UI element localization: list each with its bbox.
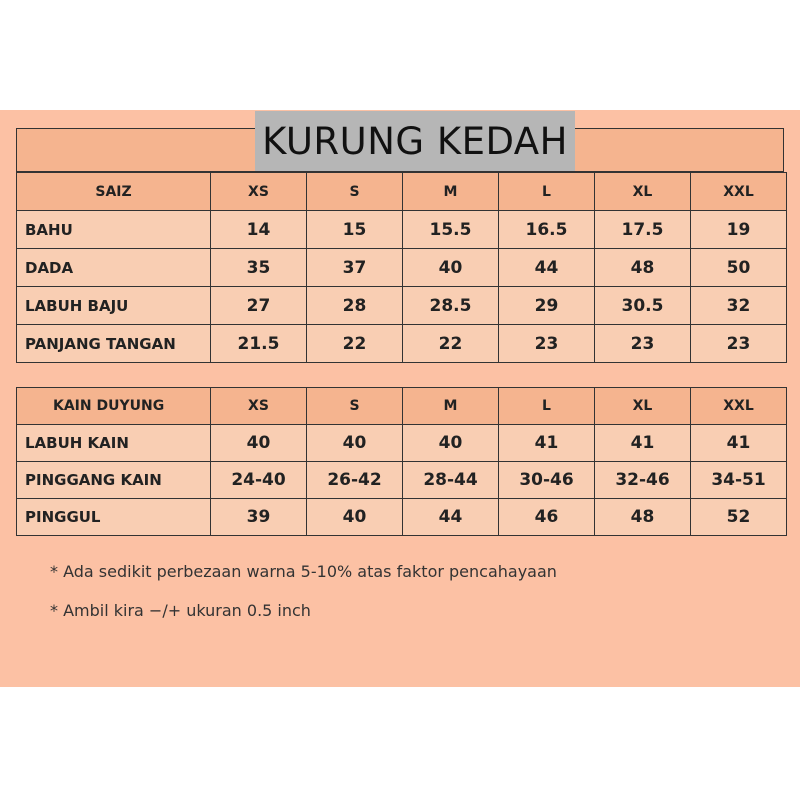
header-cell-l: L	[499, 173, 595, 211]
table-cell: 23	[691, 325, 787, 363]
table-cell: 21.5	[211, 325, 307, 363]
row-label: LABUH BAJU	[17, 287, 211, 325]
table-cell: 41	[499, 425, 595, 462]
table-cell: 23	[499, 325, 595, 363]
table-cell: 28.5	[403, 287, 499, 325]
table-cell: 40	[307, 499, 403, 536]
header-cell-m: M	[403, 388, 499, 425]
table-cell: 30.5	[595, 287, 691, 325]
table-cell: 14	[211, 211, 307, 249]
table-cell: 26-42	[307, 462, 403, 499]
table-cell: 35	[211, 249, 307, 287]
table-row	[17, 249, 787, 287]
table-cell: 30-46	[499, 462, 595, 499]
table-cell: 15	[307, 211, 403, 249]
header-cell-m: M	[403, 173, 499, 211]
table-cell: 41	[691, 425, 787, 462]
header-cell-xl: XL	[595, 173, 691, 211]
header-cell-xxl: XXL	[691, 173, 787, 211]
table-cell: 32-46	[595, 462, 691, 499]
row-label: BAHU	[17, 211, 211, 249]
table-cell: 28	[307, 287, 403, 325]
table-cell: 22	[403, 325, 499, 363]
table-cell: 28-44	[403, 462, 499, 499]
table-cell: 39	[211, 499, 307, 536]
table-cell: 24-40	[211, 462, 307, 499]
table-cell: 40	[403, 249, 499, 287]
table-cell: 50	[691, 249, 787, 287]
row-label: PINGGUL	[17, 499, 211, 536]
baju-size-table	[16, 172, 787, 363]
table-cell: 41	[595, 425, 691, 462]
header-cell-xxl: XXL	[691, 388, 787, 425]
kain-size-table	[16, 387, 787, 536]
table-cell: 29	[499, 287, 595, 325]
table-cell: 48	[595, 249, 691, 287]
note-measurement-tolerance: * Ambil kira −/+ ukuran 0.5 inch	[50, 601, 311, 620]
table-row	[17, 425, 787, 462]
table-cell: 40	[211, 425, 307, 462]
table-cell: 40	[307, 425, 403, 462]
row-label: PANJANG TANGAN	[17, 325, 211, 363]
row-label: PINGGANG KAIN	[17, 462, 211, 499]
table-row	[17, 211, 787, 249]
table-cell: 22	[307, 325, 403, 363]
table-cell: 46	[499, 499, 595, 536]
table-cell: 16.5	[499, 211, 595, 249]
chart-title: KURUNG KEDAH	[255, 111, 575, 171]
row-label: LABUH KAIN	[17, 425, 211, 462]
table-cell: 44	[499, 249, 595, 287]
table-cell: 52	[691, 499, 787, 536]
row-label: DADA	[17, 249, 211, 287]
header-cell-xs: XS	[211, 173, 307, 211]
header-cell-kain-duyung: KAIN DUYUNG	[17, 388, 211, 425]
table-row	[17, 325, 787, 363]
table-cell: 37	[307, 249, 403, 287]
table-cell: 40	[403, 425, 499, 462]
table-cell: 34-51	[691, 462, 787, 499]
header-cell-s: S	[307, 388, 403, 425]
table-cell: 15.5	[403, 211, 499, 249]
header-cell-s: S	[307, 173, 403, 211]
table-header-row	[17, 388, 787, 425]
table-cell: 44	[403, 499, 499, 536]
table-cell: 19	[691, 211, 787, 249]
table-cell: 23	[595, 325, 691, 363]
table-row	[17, 462, 787, 499]
header-cell-l: L	[499, 388, 595, 425]
header-cell-xl: XL	[595, 388, 691, 425]
note-colour-difference: * Ada sedikit perbezaan warna 5-10% atas faktor pencahayaan	[50, 562, 557, 581]
table-cell: 27	[211, 287, 307, 325]
table-cell: 17.5	[595, 211, 691, 249]
header-cell-saiz: SAIZ	[17, 173, 211, 211]
table-header-row	[17, 173, 787, 211]
table-row	[17, 499, 787, 536]
table-row	[17, 287, 787, 325]
header-cell-xs: XS	[211, 388, 307, 425]
table-cell: 48	[595, 499, 691, 536]
table-cell: 32	[691, 287, 787, 325]
